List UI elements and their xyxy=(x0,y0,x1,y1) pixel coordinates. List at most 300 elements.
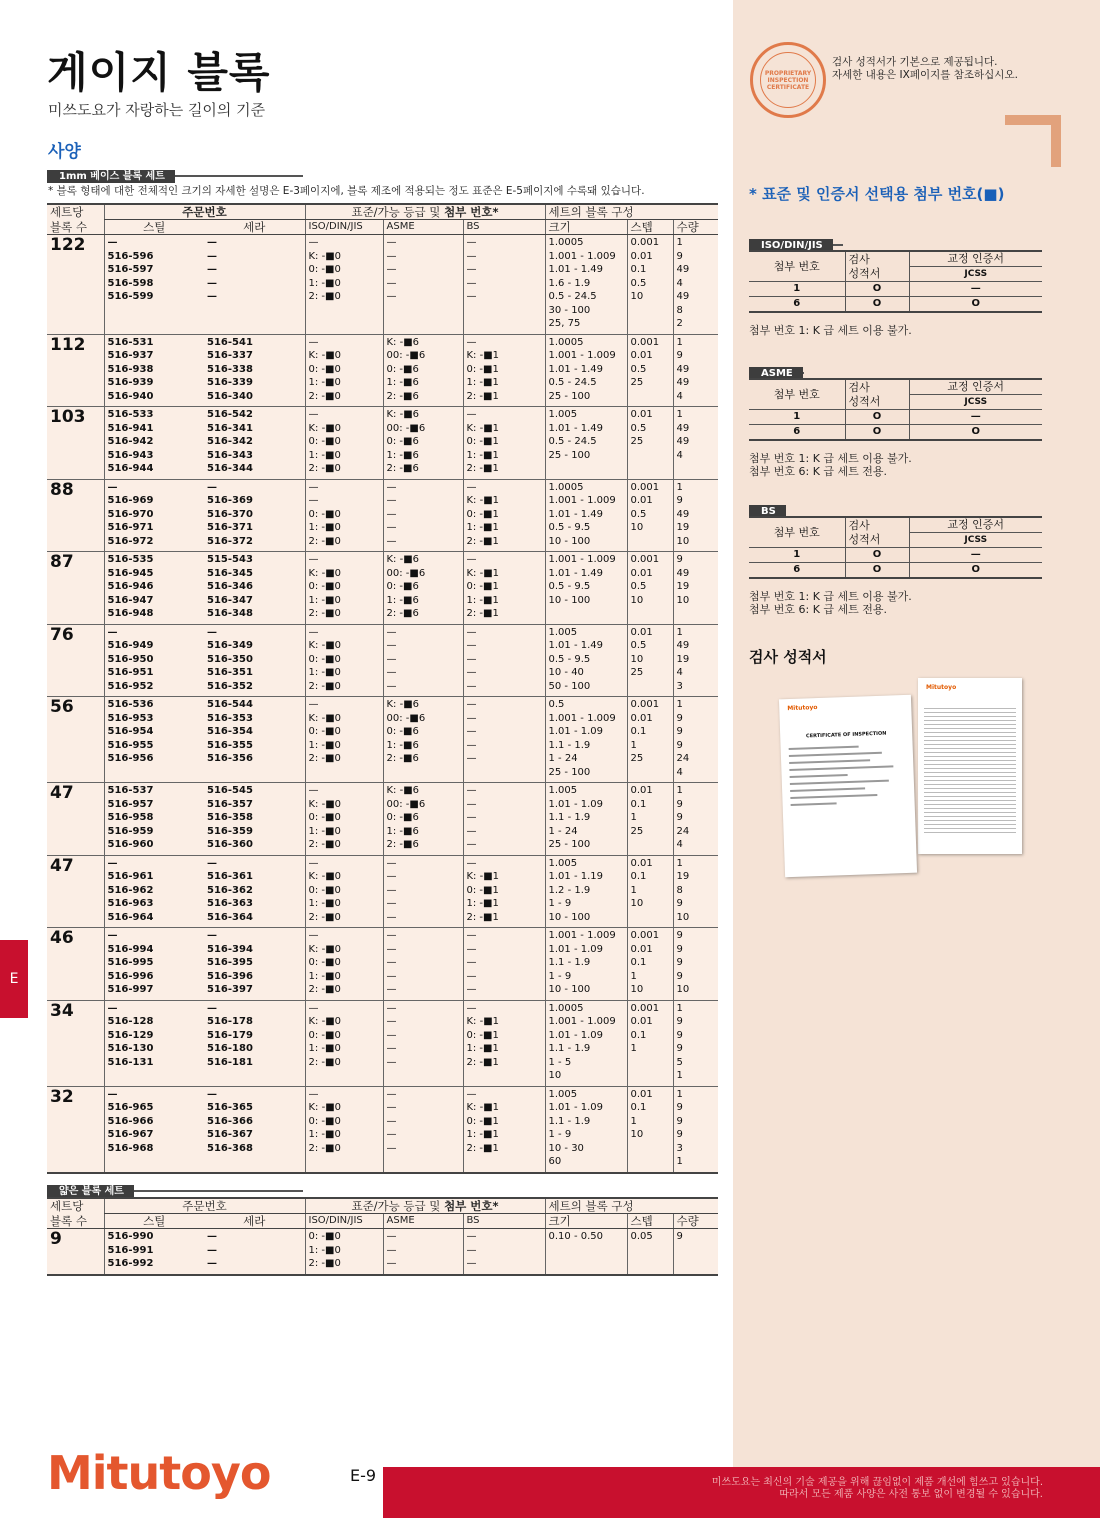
cell-line: — xyxy=(386,522,397,533)
cell-line: 1.001 - 1.009 xyxy=(548,250,616,262)
block-count: 76 xyxy=(50,624,74,645)
cell-line: 1.1 - 1.9 xyxy=(548,1043,591,1054)
cell-line: 9 xyxy=(676,943,683,955)
bs-tag-bar xyxy=(749,499,784,517)
asme-grade-cell xyxy=(383,783,463,856)
cell-line: 516-991 xyxy=(107,1244,154,1256)
cell-line: 516-345 xyxy=(207,567,253,579)
cell-line: 516-943 xyxy=(107,449,154,461)
cell-line: 516-360 xyxy=(207,839,253,850)
ceramic-order-cell xyxy=(204,235,305,335)
cell-line: 516-344 xyxy=(207,463,253,474)
table-body xyxy=(47,235,718,1173)
block-count: 56 xyxy=(50,697,74,717)
cell-line: 10 xyxy=(548,1070,562,1081)
cell-line: 1: -■6 xyxy=(386,825,419,837)
cell-line: 0: -■0 xyxy=(308,884,341,896)
bs-grade-cell xyxy=(463,407,545,480)
cell-line: 516-597 xyxy=(107,264,154,275)
qty-cell xyxy=(673,928,718,1001)
cell-line: 00: -■6 xyxy=(386,712,426,724)
cell-line: 2: -■1 xyxy=(466,1056,499,1068)
cell-line: 516-958 xyxy=(107,812,154,823)
cell-line: 8 xyxy=(676,884,683,896)
cell-line: 0.01 xyxy=(630,785,653,796)
block-count: 122 xyxy=(50,235,86,255)
qty-cell xyxy=(673,783,718,856)
cell-line: — xyxy=(466,984,477,995)
col-step: 스텝 xyxy=(627,1214,673,1229)
cell-line: 1.01 - 1.49 xyxy=(548,567,603,579)
cell-line: — xyxy=(466,930,477,941)
col-iso: ISO/DIN/JIS xyxy=(305,1214,383,1229)
cell-line: 1.1 - 1.9 xyxy=(548,812,591,823)
cell-line: 1 - 9 xyxy=(548,1129,572,1140)
cell-line: 1.01 - 1.49 xyxy=(548,640,603,651)
block-count-cell xyxy=(47,855,104,928)
cell-line: 516-338 xyxy=(207,363,253,375)
cell-line: 1 xyxy=(676,1156,683,1167)
cell-line: K: -■0 xyxy=(308,943,342,955)
cell-line: 1.01 - 1.49 xyxy=(548,264,603,275)
cell-line: 516-131 xyxy=(107,1056,154,1068)
cell-line: — xyxy=(466,857,477,869)
block-count-cell xyxy=(47,624,104,697)
cell-line: 516-533 xyxy=(107,409,154,420)
cell-line: 516-970 xyxy=(107,508,154,520)
cell-line: 1 xyxy=(676,481,683,493)
cell-line: 1 xyxy=(630,739,637,751)
size-cell xyxy=(545,855,627,928)
cell-line: 1.1 - 1.9 xyxy=(548,957,591,968)
cell-line: 1: -■0 xyxy=(308,898,341,909)
cell-line: — xyxy=(107,1088,118,1100)
cell-line: — xyxy=(308,1002,319,1014)
cell-line: 516-349 xyxy=(207,640,253,651)
cell-line: — xyxy=(386,291,397,302)
cell-line: 516-362 xyxy=(207,884,253,896)
cell-line: 10 xyxy=(676,911,690,923)
bs-tag: BS xyxy=(749,505,786,518)
size-cell xyxy=(545,552,627,625)
cell-line: 0: -■0 xyxy=(308,508,341,520)
cell-line: — xyxy=(386,1231,397,1242)
cell-line: 516-944 xyxy=(107,463,154,474)
cell-line: 9 xyxy=(676,970,683,982)
block-count: 88 xyxy=(50,479,74,500)
cell-line: 9 xyxy=(676,712,683,724)
cell-line: 0: -■0 xyxy=(308,653,341,665)
block-count: 103 xyxy=(50,407,86,427)
cell-line: K: -■1 xyxy=(466,350,500,361)
cell-line: 516-368 xyxy=(207,1142,253,1154)
cell-line: 9 xyxy=(676,250,683,262)
cell-line: 1: -■0 xyxy=(308,377,341,388)
iso-grade-cell xyxy=(305,479,383,552)
cell-line: 0: -■6 xyxy=(386,812,419,823)
table-row xyxy=(47,1229,718,1275)
cell-line: 0.1 xyxy=(630,264,647,275)
cell-line: 516-950 xyxy=(107,653,154,665)
cell-line: 9 xyxy=(676,1043,683,1054)
cell-line: — xyxy=(207,1244,217,1256)
cell-line: 1 xyxy=(676,1002,683,1014)
asme-grade-cell xyxy=(383,334,463,407)
cell-line: 10 - 100 xyxy=(548,984,591,995)
cell-line: 516-996 xyxy=(107,970,154,982)
iso-grade-cell xyxy=(305,855,383,928)
cell-line: — xyxy=(107,857,118,869)
cell-line: 1: -■0 xyxy=(308,277,341,289)
cell-line: 1.01 - 1.09 xyxy=(548,798,603,810)
iso-tag-bar xyxy=(749,233,843,251)
block-count: 87 xyxy=(50,552,74,572)
cell-line: 00: -■6 xyxy=(386,567,426,579)
cell-line: — xyxy=(386,1088,397,1100)
inspection-certificate-stamp xyxy=(750,42,826,118)
cell-line: 9 xyxy=(676,554,683,565)
cell-line: 00: -■6 xyxy=(386,350,426,361)
table-row xyxy=(47,783,718,856)
bs-grade-cell xyxy=(463,928,545,1001)
cell-line: 516-353 xyxy=(207,712,253,724)
attachment-heading: * 표준 및 인증서 선택용 첨부 번호(■) xyxy=(749,185,1005,203)
cell-line: 1.001 - 1.009 xyxy=(548,495,616,506)
cell-line: 4 xyxy=(676,667,683,678)
cell-line: 516-961 xyxy=(107,871,154,882)
cell-line: 0: -■1 xyxy=(466,1029,499,1041)
cell-line: 9 xyxy=(676,1129,683,1140)
cell-line: 19 xyxy=(676,871,690,882)
cell-line: 0: -■0 xyxy=(308,581,341,592)
cell-line: 516-972 xyxy=(107,535,154,547)
grade-header-text: 표준/가능 등급 및 xyxy=(351,205,445,219)
cell-line: — xyxy=(466,712,477,724)
cell-line: — xyxy=(466,277,477,289)
cell-line: 2: -■0 xyxy=(308,463,341,474)
cell-line: 0.001 xyxy=(630,699,660,710)
asme-grade-cell xyxy=(383,697,463,783)
attach-no-header: 첨부 번호 xyxy=(749,251,845,282)
cell-line: — xyxy=(386,508,397,520)
footer-disclaimer xyxy=(712,1477,1043,1501)
bs-grade-cell xyxy=(463,1086,545,1173)
cell-line: — xyxy=(466,250,477,262)
cell-line: — xyxy=(308,930,319,941)
cell-line: 2: -■1 xyxy=(466,911,499,923)
cell-line: 516-357 xyxy=(207,798,253,810)
cell-line: 2: -■6 xyxy=(386,839,419,850)
cell-line: 2: -■1 xyxy=(466,390,499,402)
bs-grade-cell xyxy=(463,552,545,625)
cell-line: — xyxy=(466,957,477,968)
block-count-cell xyxy=(47,1000,104,1086)
cell-line: 9 xyxy=(676,350,683,361)
size-cell xyxy=(545,1086,627,1173)
block-count: 9 xyxy=(50,1229,62,1249)
col-set-config: 세트의 블록 구성 xyxy=(545,1198,718,1214)
cell-line: 1.01 - 1.09 xyxy=(548,726,603,737)
col-blocks-line2: 블록 수 xyxy=(47,1214,104,1229)
block-count: 47 xyxy=(50,783,74,803)
bs-grade-cell xyxy=(463,479,545,552)
table-row xyxy=(47,235,718,335)
certificate-data-sheet-image xyxy=(918,678,1022,854)
cell-line: 1.005 xyxy=(548,626,578,638)
cell-line: 516-535 xyxy=(107,554,154,565)
ceramic-order-cell xyxy=(204,479,305,552)
cell-line: K: -■0 xyxy=(308,712,342,724)
steel-order-cell xyxy=(104,479,204,552)
cell-line: 2: -■0 xyxy=(308,390,341,402)
cell-line: 516-965 xyxy=(107,1102,154,1113)
iso-notes xyxy=(749,324,912,337)
bs-grade-cell xyxy=(463,855,545,928)
table-row xyxy=(47,334,718,407)
cell-line: — xyxy=(466,653,477,665)
cell-line: 1: -■0 xyxy=(308,970,341,982)
cell-line: 60 xyxy=(548,1156,562,1167)
attach-cell: 1 xyxy=(749,282,845,297)
cell-line: 9 xyxy=(676,898,683,909)
cell-line: 3 xyxy=(676,1142,683,1154)
cell-line: — xyxy=(386,1043,397,1054)
asme-grade-cell xyxy=(383,552,463,625)
cell-line: 1: -■0 xyxy=(308,667,341,678)
cell-line: — xyxy=(386,884,397,896)
cell-line: — xyxy=(207,264,217,275)
cell-line: 516-364 xyxy=(207,911,253,923)
cell-line: — xyxy=(386,264,397,275)
cell-line: — xyxy=(386,653,397,665)
cell-line: 516-337 xyxy=(207,350,253,361)
col-ceramic: 세라 xyxy=(204,1214,305,1229)
steel-order-cell xyxy=(104,928,204,1001)
stamp-note-line: 자세한 내용은 IX페이지를 참조하십시오. xyxy=(832,69,1018,81)
cell-line: 516-358 xyxy=(207,812,253,823)
cell-line: — xyxy=(466,264,477,275)
ceramic-order-cell xyxy=(204,1000,305,1086)
cell-line: — xyxy=(466,626,477,638)
bs-grade-cell xyxy=(463,697,545,783)
cell-line: 0.5 xyxy=(630,363,647,375)
bs-grade-cell xyxy=(463,1000,545,1086)
cell-line: 10 xyxy=(676,535,690,547)
qty-cell xyxy=(673,334,718,407)
ceramic-order-cell xyxy=(204,1229,305,1275)
cell-line: 1 - 9 xyxy=(548,970,572,982)
cell-line: 516-997 xyxy=(107,984,154,995)
cell-line: 25 - 100 xyxy=(548,390,591,402)
col-bs: BS xyxy=(463,1214,545,1229)
asme-tag-bar xyxy=(749,361,804,379)
cell-line: 49 xyxy=(676,291,690,302)
cell-line: 4 xyxy=(676,449,683,461)
table-row xyxy=(47,928,718,1001)
cell-line: 9 xyxy=(676,957,683,968)
cell-line: 2: -■6 xyxy=(386,608,419,619)
cell-line: 516-355 xyxy=(207,739,253,751)
attach-cell: 6 xyxy=(749,297,845,313)
cell-line: 0.001 xyxy=(630,1002,660,1014)
cell-line: 1.005 xyxy=(548,857,578,869)
cell-line: 1.01 - 1.49 xyxy=(548,422,603,434)
step-cell xyxy=(627,407,673,480)
bs-notes xyxy=(749,590,912,616)
cell-line: 1: -■0 xyxy=(308,739,341,751)
cell-line: 516-596 xyxy=(107,250,154,262)
col-order-no: 주문번호 xyxy=(104,1198,305,1214)
cell-line: 2: -■0 xyxy=(308,1258,341,1269)
col-qty: 수량 xyxy=(673,220,718,235)
cell-line: 30 - 100 xyxy=(548,304,591,316)
cell-line: 0.1 xyxy=(630,957,647,968)
cell-line: 516-952 xyxy=(107,680,154,692)
bs-attachment-table xyxy=(749,516,1042,579)
asme-grade-cell xyxy=(383,855,463,928)
col-order-no: 주문번호 xyxy=(104,204,305,220)
cell-line: — xyxy=(386,871,397,882)
cell-line: 1 xyxy=(630,884,637,896)
cell-line: 1.1 - 1.9 xyxy=(548,739,591,751)
cell-line: 2: -■6 xyxy=(386,463,419,474)
cell-line: 1.001 - 1.009 xyxy=(548,350,616,361)
cell-line: K: -■6 xyxy=(386,336,420,348)
steel-order-cell xyxy=(104,1229,204,1275)
table-row xyxy=(47,855,718,928)
cell-line: — xyxy=(386,898,397,909)
cell-line: 10 xyxy=(630,291,644,302)
block-count-cell xyxy=(47,1229,104,1275)
attach-cell: O xyxy=(845,297,909,313)
cell-line: 1: -■0 xyxy=(308,1244,341,1256)
size-cell xyxy=(545,235,627,335)
cell-line: K: -■1 xyxy=(466,567,500,579)
step-cell xyxy=(627,1229,673,1275)
bs-grade-cell xyxy=(463,235,545,335)
cell-line: 1 xyxy=(676,1070,683,1081)
cell-line: 9 xyxy=(676,739,683,751)
table-row xyxy=(47,1000,718,1086)
table-row xyxy=(47,1086,718,1173)
cell-line: 10 xyxy=(676,594,690,606)
block-count-cell xyxy=(47,928,104,1001)
cell-line: K: -■0 xyxy=(308,1102,342,1113)
size-cell xyxy=(545,407,627,480)
cell-line: 1: -■6 xyxy=(386,377,419,388)
cell-line: 8 xyxy=(676,304,683,316)
cell-line: — xyxy=(466,839,477,850)
cell-line: 9 xyxy=(676,726,683,737)
attach-cell: O xyxy=(845,548,909,563)
col-ceramic: 세라 xyxy=(204,220,305,235)
cell-line: 516-537 xyxy=(107,785,154,796)
cell-line: 516-371 xyxy=(207,522,253,533)
calibration-header: 교정 인증서 xyxy=(909,251,1042,267)
cell-line: 25, 75 xyxy=(548,318,581,329)
cell-line: K: -■1 xyxy=(466,871,500,882)
cell-line: — xyxy=(207,1258,217,1269)
iso-grade-cell xyxy=(305,1000,383,1086)
cell-line: 9 xyxy=(676,1029,683,1041)
cell-line: — xyxy=(466,1002,477,1014)
cell-line: 0: -■1 xyxy=(466,436,499,447)
cell-line: 0.1 xyxy=(630,726,647,737)
inspection-header-l1: 검사 xyxy=(848,252,870,266)
cell-line: 0: -■1 xyxy=(466,1115,499,1127)
section-tab: E xyxy=(0,940,28,1018)
cell-line: 2: -■0 xyxy=(308,608,341,619)
col-steel: 스틸 xyxy=(104,1214,204,1229)
cell-line: 516-178 xyxy=(207,1016,253,1027)
col-blocks-line1: 세트당 xyxy=(47,1198,104,1214)
cell-line: 1.0005 xyxy=(548,1002,584,1014)
cell-line: 0.001 xyxy=(630,336,660,348)
footer-line: 따라서 모든 제품 사양은 사전 통보 없이 변경될 수 있습니다. xyxy=(779,1489,1043,1500)
ceramic-order-cell xyxy=(204,407,305,480)
cell-line: 0.05 xyxy=(630,1231,653,1242)
cell-line: 10 xyxy=(630,653,644,665)
cell-line: — xyxy=(466,237,477,248)
table-row xyxy=(47,624,718,697)
cell-line: 516-370 xyxy=(207,508,253,520)
attach-cell: O xyxy=(909,297,1042,313)
cell-line: 1: -■0 xyxy=(308,1043,341,1054)
cell-line: 516-992 xyxy=(107,1258,154,1269)
calibration-header: 교정 인증서 xyxy=(909,379,1042,395)
cell-line: K: -■1 xyxy=(466,1016,500,1027)
size-cell xyxy=(545,928,627,1001)
col-grade xyxy=(305,1198,545,1214)
mitutoyo-logo: Mitutoyo xyxy=(47,1446,271,1500)
cell-line: 1: -■6 xyxy=(386,449,419,461)
cell-line: 0.5 xyxy=(630,581,647,592)
cell-line: 0: -■6 xyxy=(386,726,419,737)
cell-line: 1.6 - 1.9 xyxy=(548,277,591,289)
asme-grade-cell xyxy=(383,624,463,697)
cell-line: 2: -■0 xyxy=(308,291,341,302)
asme-grade-cell xyxy=(383,928,463,1001)
cell-line: 1: -■0 xyxy=(308,1129,341,1140)
attach-no-header: 첨부 번호 xyxy=(749,517,845,548)
cell-line: 0: -■0 xyxy=(308,812,341,823)
cell-line: 516-180 xyxy=(207,1043,253,1054)
cell-line: 19 xyxy=(676,581,690,592)
ceramic-order-cell xyxy=(204,552,305,625)
block-count: 47 xyxy=(50,855,74,876)
cell-line: 0.5 xyxy=(630,422,647,434)
cell-line: 10 - 30 xyxy=(548,1142,584,1154)
cell-line: 10 xyxy=(630,898,644,909)
qty-cell xyxy=(673,1086,718,1173)
cell-line: 0.5 - 24.5 xyxy=(548,436,597,447)
cell-line: 1 xyxy=(630,812,637,823)
cell-line: 5 xyxy=(676,1056,683,1068)
col-blocks-line1: 세트당 xyxy=(47,204,104,220)
asme-grade-cell xyxy=(383,235,463,335)
col-asme: ASME xyxy=(383,220,463,235)
cell-line: K: -■0 xyxy=(308,250,342,262)
iso-grade-cell xyxy=(305,1086,383,1173)
cell-line: — xyxy=(386,1115,397,1127)
cell-line: 00: -■6 xyxy=(386,798,426,810)
cell-line: 516-181 xyxy=(207,1056,253,1068)
cell-line: 1: -■1 xyxy=(466,898,499,909)
thin-table-body xyxy=(47,1229,718,1275)
stamp-text: PROPRIETARY INSPECTION CERTIFICATE xyxy=(764,69,812,91)
cell-line: 0.1 xyxy=(630,798,647,810)
block-count-cell xyxy=(47,552,104,625)
